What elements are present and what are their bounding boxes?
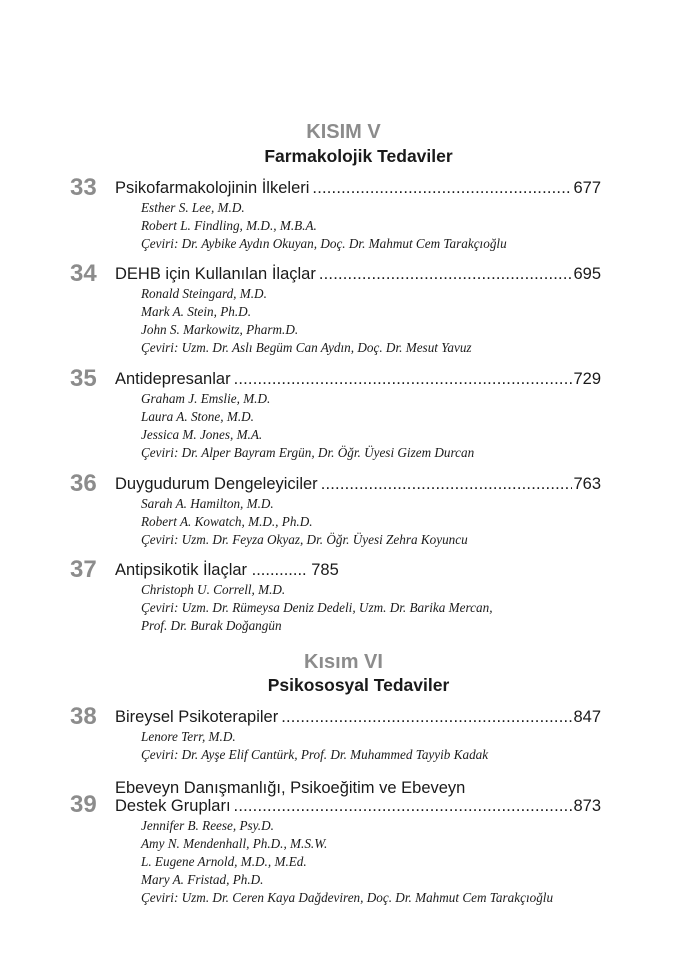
dot-leader [312,178,572,198]
chapter-title-line[interactable]: Antipsikotik İlaçlar ............ 785 [115,561,339,579]
chapter-title-first-line[interactable]: Ebeveyn Danışmanlığı, Psikoeğitim ve Ebeveyn [115,779,466,797]
chapter-number: 37 [70,556,97,583]
author-line: Robert A. Kowatch, M.D., Ph.D. [141,514,313,529]
author-line: Esther S. Lee, M.D. [141,200,245,215]
chapter-title-line[interactable] [115,264,601,284]
chapter-title: Psikofarmakolojinin İlkeleri [115,179,310,197]
chapter-title: Antidepresanlar [115,370,231,388]
part-title: Farmakolojik Tedaviler [264,146,453,166]
dot-leader [319,264,573,284]
chapter-title: Duygudurum Dengeleyiciler [115,475,318,493]
translator-line: Çeviri: Uzm. Dr. Aslı Begüm Can Aydın, Doç. Dr. Mesut Yavuz [141,340,472,355]
author-line: Jennifer B. Reese, Psy.D. [141,818,274,833]
translator-line: Çeviri: Uzm. Dr. Ceren Kaya Dağdeviren, Doç. Dr. Mahmut Cem Tarakçıoğlu [141,890,554,905]
translator-line: Çeviri: Dr. Alper Bayram Ergün, Dr. Öğr. Üyesi Gizem Durcan [141,445,475,460]
chapter-title-line[interactable] [115,369,601,389]
part-label: KISIM V [306,121,381,143]
dot-leader [234,369,573,389]
chapter-title-line[interactable] [115,796,601,816]
dot-leader [321,474,573,494]
dot-leader [281,707,572,727]
chapter-title: DEHB için Kullanılan İlaçlar [115,265,316,283]
chapter-number: 38 [70,703,97,730]
author-line: Laura A. Stone, M.D. [141,409,254,424]
chapter-number: 36 [70,470,97,497]
chapter-number: 34 [70,260,97,287]
page-number: 873 [573,797,601,815]
author-line: Amy N. Mendenhall, Ph.D., M.S.W. [141,836,328,851]
chapter-authors [141,728,488,764]
chapter-title: Bireysel Psikoterapiler [115,708,279,726]
chapter-number: 35 [70,365,97,392]
author-line: Sarah A. Hamilton, M.D. [141,496,274,511]
author-line: Lenore Terr, M.D. [141,729,236,744]
chapter-number: 39 [70,791,97,818]
author-line: Robert L. Findling, M.D., M.B.A. [141,218,317,233]
dot-leader [234,796,573,816]
author-line: John S. Markowitz, Pharm.D. [141,322,299,337]
chapter-authors [141,581,493,635]
chapter-authors [141,817,553,907]
author-line: Mary A. Fristad, Ph.D. [141,872,264,887]
page-number: 763 [573,475,601,493]
chapter-authors [141,199,507,253]
page-number: 677 [573,179,601,197]
author-line: Ronald Steingard, M.D. [141,286,267,301]
chapter-authors [141,495,468,549]
page-number: 729 [573,370,601,388]
chapter-title-line[interactable] [115,707,601,727]
page-number: 847 [573,708,601,726]
part-title: Psikososyal Tedaviler [267,675,450,695]
translator-line: Çeviri: Uzm. Dr. Rümeysa Deniz Dedeli, Uzm. Dr. Barika Mercan, [141,600,493,615]
chapter-number: 33 [70,174,97,201]
part-label: Kısım VI [304,651,383,673]
page-number: 695 [573,265,601,283]
chapter-title: Destek Grupları [115,797,231,815]
author-line: Christoph U. Correll, M.D. [141,582,286,597]
author-line: Mark A. Stein, Ph.D. [141,304,252,319]
translator-line: Çeviri: Uzm. Dr. Feyza Okyaz, Dr. Öğr. Üyesi Zehra Koyuncu [141,532,468,547]
chapter-authors [141,285,472,357]
chapter-title-line[interactable] [115,474,601,494]
author-line: Jessica M. Jones, M.A. [141,427,263,442]
translator-line: Prof. Dr. Burak Doğangün [141,618,282,633]
author-line: Graham J. Emslie, M.D. [141,391,271,406]
translator-line: Çeviri: Dr. Ayşe Elif Cantürk, Prof. Dr. Muhammed Tayyib Kadak [141,747,489,762]
translator-line: Çeviri: Dr. Aybike Aydın Okuyan, Doç. Dr. Mahmut Cem Tarakçıoğlu [141,236,507,251]
chapter-title-line[interactable] [115,178,601,198]
author-line: L. Eugene Arnold, M.D., M.Ed. [141,854,307,869]
chapter-authors [141,390,474,462]
